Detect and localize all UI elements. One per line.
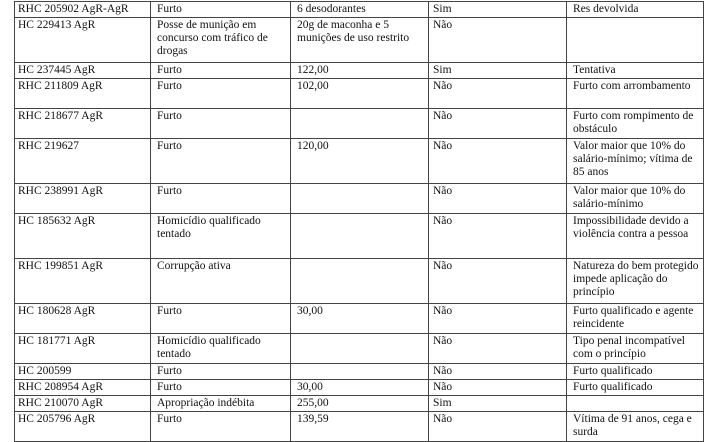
insignificance-cell: Não [429, 412, 567, 442]
table-row [15, 2, 704, 18]
crime-cell: Furto [151, 412, 291, 442]
notes-cell: Furto com rompimento de obstáculo [567, 109, 704, 139]
value-cell: 30,00 [291, 380, 429, 396]
value-cell [291, 334, 429, 364]
crime-cell: Homicídio qualificado tentado [151, 214, 291, 259]
case-number-cell: HC 229413 AgR [15, 18, 151, 63]
notes-cell: Furto com arrombamento [567, 79, 704, 109]
value-cell [291, 109, 429, 139]
notes-cell: Vítima de 91 anos, cega e surda [567, 412, 704, 442]
crime-cell: Furto [151, 139, 291, 184]
crime-cell: Corrupção ativa [151, 259, 291, 304]
value-cell: 255,00 [291, 396, 429, 412]
notes-cell: Furto qualificado [567, 380, 704, 396]
table-row [15, 184, 704, 214]
notes-cell [567, 396, 704, 412]
value-cell [291, 364, 429, 380]
table-row [15, 79, 704, 109]
insignificance-cell: Não [429, 184, 567, 214]
crime-cell: Posse de munição em concurso com tráfico de drogas [151, 18, 291, 63]
notes-cell: Impossibilidade devido a violência contra a pessoa [567, 214, 704, 259]
insignificance-cell: Não [429, 364, 567, 380]
table-row [15, 259, 704, 304]
case-number-cell: RHC 219627 [15, 139, 151, 184]
value-cell: 102,00 [291, 79, 429, 109]
case-number-cell: HC 237445 AgR [15, 63, 151, 79]
value-cell [291, 259, 429, 304]
insignificance-cell: Não [429, 18, 567, 63]
table-row [15, 139, 704, 184]
crime-cell: Furto [151, 380, 291, 396]
value-cell [291, 214, 429, 259]
notes-cell: Valor maior que 10% do salário-mínimo [567, 184, 704, 214]
table-row [15, 214, 704, 259]
table-row [15, 380, 704, 396]
crime-cell: Furto [151, 79, 291, 109]
crime-cell: Homicídio qualificado tentado [151, 334, 291, 364]
insignificance-cell: Não [429, 259, 567, 304]
crime-cell: Apropriação indébita [151, 396, 291, 412]
value-cell [291, 184, 429, 214]
insignificance-cell: Não [429, 139, 567, 184]
crime-cell: Furto [151, 63, 291, 79]
case-number-cell: RHC 211809 AgR [15, 79, 151, 109]
notes-cell: Furto qualificado [567, 364, 704, 380]
table-row [15, 304, 704, 334]
table-row [15, 18, 704, 63]
notes-cell: Tentativa [567, 63, 704, 79]
case-number-cell: RHC 199851 AgR [15, 259, 151, 304]
insignificance-cell: Não [429, 334, 567, 364]
crime-cell: Furto [151, 109, 291, 139]
insignificance-cell: Sim [429, 2, 567, 18]
notes-cell: Natureza do bem protegido impede aplicação do princípio [567, 259, 704, 304]
insignificance-cell: Não [429, 214, 567, 259]
insignificance-cell: Sim [429, 396, 567, 412]
table-row [15, 109, 704, 139]
table-row [15, 396, 704, 412]
case-number-cell: HC 205796 AgR [15, 412, 151, 442]
value-cell: 122,00 [291, 63, 429, 79]
notes-cell: Furto qualificado e agente reincidente [567, 304, 704, 334]
table-row [15, 63, 704, 79]
table-row [15, 412, 704, 442]
case-number-cell: RHC 238991 AgR [15, 184, 151, 214]
notes-cell: Res devolvida [567, 2, 704, 18]
value-cell: 30,00 [291, 304, 429, 334]
case-number-cell: RHC 218677 AgR [15, 109, 151, 139]
case-number-cell: HC 180628 AgR [15, 304, 151, 334]
case-number-cell: RHC 205902 AgR-AgR [15, 2, 151, 18]
insignificance-cell: Não [429, 304, 567, 334]
crime-cell: Furto [151, 364, 291, 380]
value-cell: 139,59 [291, 412, 429, 442]
insignificance-cell: Não [429, 79, 567, 109]
value-cell: 6 desodorantes [291, 2, 429, 18]
crime-cell: Furto [151, 2, 291, 18]
notes-cell: Valor maior que 10% do salário-mínimo; vítima de 85 anos [567, 139, 704, 184]
insignificance-cell: Não [429, 380, 567, 396]
crime-cell: Furto [151, 184, 291, 214]
insignificance-cell: Não [429, 109, 567, 139]
case-number-cell: RHC 208954 AgR [15, 380, 151, 396]
insignificance-cell: Sim [429, 63, 567, 79]
notes-cell [567, 18, 704, 63]
value-cell: 120,00 [291, 139, 429, 184]
case-table [14, 1, 704, 442]
case-number-cell: RHC 210070 AgR [15, 396, 151, 412]
crime-cell: Furto [151, 304, 291, 334]
value-cell: 20g de maconha e 5 munições de uso restrito [291, 18, 429, 63]
case-number-cell: HC 185632 AgR [15, 214, 151, 259]
notes-cell: Tipo penal incompatível com o princípio [567, 334, 704, 364]
table-row [15, 364, 704, 380]
case-number-cell: HC 181771 AgR [15, 334, 151, 364]
table-row [15, 334, 704, 364]
case-number-cell: HC 200599 [15, 364, 151, 380]
